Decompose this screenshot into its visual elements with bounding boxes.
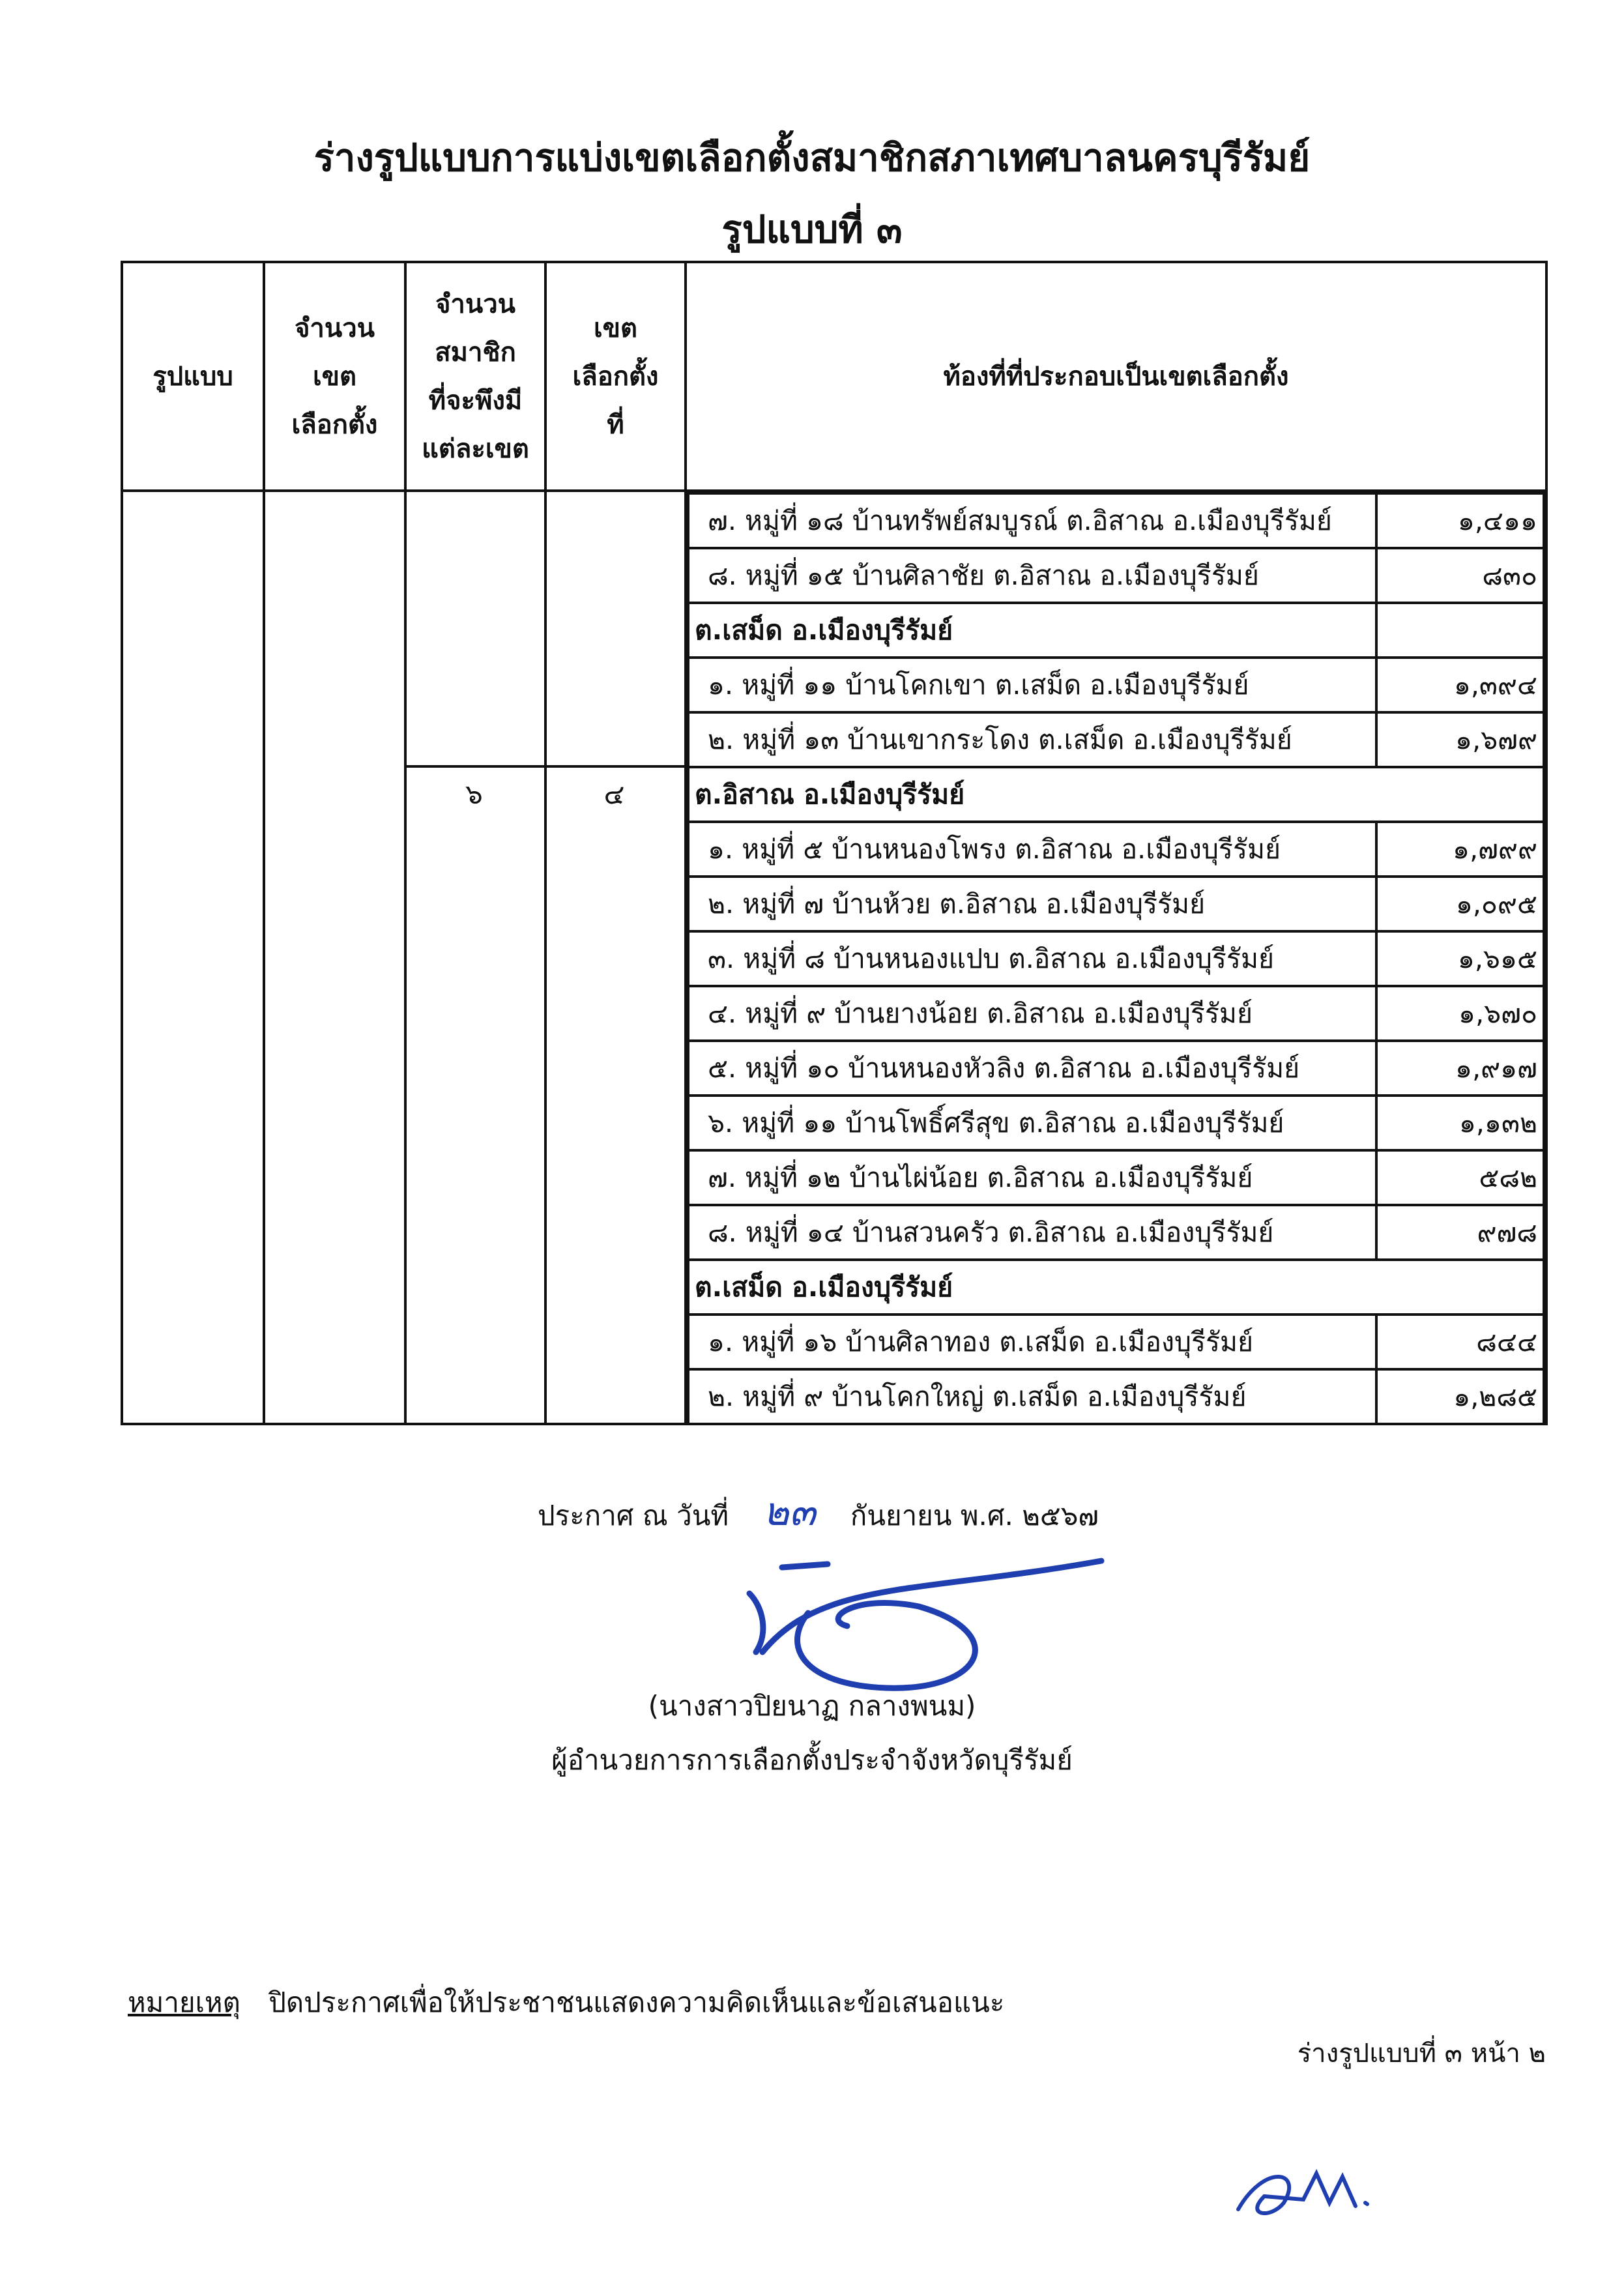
header-line: เลือกตั้ง	[572, 361, 659, 392]
subdistrict-row	[688, 767, 1544, 822]
district-count-cell	[264, 491, 405, 1424]
subdistrict-heading: ต.อิสาณ อ.เมืองบุรีรัมย์	[688, 767, 1544, 822]
pattern-cell	[122, 491, 264, 1424]
signer-name: (นางสาวปิยนาฏ กลางพนม)	[648, 1690, 976, 1722]
document-title: ร่างรูปแบบการแบ่งเขตเลือกตั้งสมาชิกสภาเทศบาลนครบุรีรัมย์	[313, 136, 1311, 180]
population-value: ๙๗๘	[1376, 1205, 1544, 1260]
population-value: ๕๘๒	[1376, 1150, 1544, 1205]
population-value: ๑,๔๑๑	[1376, 493, 1544, 548]
area-name: ๘. หมู่ที่ ๑๕ บ้านศิลาชัย ต.อิสาณ อ.เมืองบุรีรัมย์	[688, 548, 1376, 603]
header-areas: ท้องที่ที่ประกอบเป็นเขตเลือกตั้ง	[686, 262, 1546, 491]
page-label: ร่างรูปแบบที่ ๓ หน้า ๒	[1297, 2039, 1546, 2069]
area-row	[688, 877, 1544, 931]
header-line: จำนวน	[435, 289, 516, 319]
area-row	[688, 931, 1544, 986]
header-pattern: รูปแบบ	[122, 262, 264, 491]
area-name: ๕. หมู่ที่ ๑๐ บ้านหนองหัวลิง ต.อิสาณ อ.เมืองบุรีรัมย์	[688, 1041, 1376, 1096]
announcement-prefix: ประกาศ ณ วันที่	[538, 1500, 729, 1532]
population-value: ๑,๖๗๐	[1376, 986, 1544, 1041]
header-line: เลือกตั้ง	[291, 409, 378, 440]
footnote-label: หมายเหตุ	[128, 1986, 240, 2018]
area-name: ๑. หมู่ที่ ๑๖ บ้านศิลาทอง ต.เสม็ด อ.เมืองบุรีรัมย์	[688, 1315, 1376, 1369]
header-members-per-district	[405, 262, 545, 491]
header-line: แต่ละเขต	[422, 433, 529, 464]
header-district-number	[545, 262, 686, 491]
subdistrict-row	[688, 603, 1544, 658]
area-name: ๑. หมู่ที่ ๑๑ บ้านโคกเขา ต.เสม็ด อ.เมืองบุรีรัมย์	[688, 658, 1376, 712]
district-number-cell	[545, 491, 686, 1424]
area-name: ๗. หมู่ที่ ๑๘ บ้านทรัพย์สมบูรณ์ ต.อิสาณ อ.เมืองบุรีรัมย์	[688, 493, 1376, 548]
population-value: ๑,๖๗๙	[1376, 712, 1544, 767]
table-header-row	[122, 262, 1546, 491]
announcement-line	[538, 1481, 1099, 1543]
header-line: เขต	[313, 361, 356, 392]
population-value: ๘๔๔	[1376, 1315, 1544, 1369]
population-value: ๑,๙๑๗	[1376, 1041, 1544, 1096]
area-row	[688, 658, 1544, 712]
announcement-suffix: กันยายน พ.ศ. ๒๕๖๗	[850, 1500, 1099, 1532]
subdistrict-heading: ต.เสม็ด อ.เมืองบุรีรัมย์	[688, 1260, 1544, 1315]
subdistrict-row	[688, 1260, 1544, 1315]
area-row	[688, 1150, 1544, 1205]
area-name: ๒. หมู่ที่ ๗ บ้านห้วย ต.อิสาณ อ.เมืองบุรีรัมย์	[688, 877, 1376, 931]
area-row	[688, 1041, 1544, 1096]
area-row	[688, 548, 1544, 603]
area-name: ๑. หมู่ที่ ๕ บ้านหนองโพรง ต.อิสาณ อ.เมืองบุรีรัมย์	[688, 822, 1376, 877]
signature-image	[723, 1554, 1114, 1698]
area-name: ๓. หมู่ที่ ๘ บ้านหนองแปบ ต.อิสาณ อ.เมืองบุรีรัมย์	[688, 931, 1376, 986]
signer-position: ผู้อำนวยการการเลือกตั้งประจำจังหวัดบุรีรัมย์	[551, 1744, 1073, 1776]
population-value: ๑,๒๘๕	[1376, 1369, 1544, 1423]
area-name: ๒. หมู่ที่ ๑๓ บ้านเขากระโดง ต.เสม็ด อ.เมืองบุรีรัมย์	[688, 712, 1376, 767]
header-line: ที่	[607, 409, 624, 440]
header-line: เขต	[594, 313, 637, 343]
area-name: ๒. หมู่ที่ ๙ บ้านโคกใหญ่ ต.เสม็ด อ.เมืองบุรีรัมย์	[688, 1369, 1376, 1423]
districts-table	[121, 261, 1548, 1425]
population-value: ๑,๐๙๕	[1376, 877, 1544, 931]
area-row	[688, 822, 1544, 877]
footnote-text: ปิดประกาศเพื่อให้ประชาชนแสดงความคิดเห็นและข้อเสนอแนะ	[268, 1986, 1005, 2018]
population-value: ๑,๓๙๔	[1376, 658, 1544, 712]
document-subtitle: รูปแบบที่ ๓	[721, 207, 903, 252]
population-value	[1376, 603, 1544, 658]
announcement-day: ๒๓	[763, 1489, 816, 1535]
header-line: ที่จะพึงมี	[428, 385, 523, 416]
area-name: ๘. หมู่ที่ ๑๔ บ้านสวนครัว ต.อิสาณ อ.เมืองบุรีรัมย์	[688, 1205, 1376, 1260]
area-row	[688, 1096, 1544, 1150]
area-name: ๔. หมู่ที่ ๙ บ้านยางน้อย ต.อิสาณ อ.เมืองบุรีรัมย์	[688, 986, 1376, 1041]
area-row	[688, 1205, 1544, 1260]
area-row	[688, 1369, 1544, 1423]
header-district-count	[264, 262, 405, 491]
areas-cell	[686, 491, 1546, 1424]
district-4-number: ๔	[603, 778, 625, 810]
areas-list	[687, 492, 1545, 1423]
header-line: สมาชิก	[435, 337, 516, 368]
population-value: ๘๓๐	[1376, 548, 1544, 603]
members-cell	[405, 491, 545, 1424]
area-row	[688, 1315, 1544, 1369]
area-row	[688, 493, 1544, 548]
area-name: ๖. หมู่ที่ ๑๑ บ้านโพธิ์ศรีสุข ต.อิสาณ อ.เมืองบุรีรัมย์	[688, 1096, 1376, 1150]
subdistrict-heading: ต.เสม็ด อ.เมืองบุรีรัมย์	[688, 603, 1376, 658]
district-4-members: ๖	[465, 778, 483, 810]
population-value: ๑,๗๙๙	[1376, 822, 1544, 877]
area-row	[688, 986, 1544, 1041]
population-value: ๑,๖๑๕	[1376, 931, 1544, 986]
header-line: จำนวน	[294, 313, 375, 343]
population-value: ๑,๑๓๒	[1376, 1096, 1544, 1150]
initials-mark	[1225, 2151, 1395, 2229]
area-row	[688, 712, 1544, 767]
table-body-row	[122, 491, 1546, 1424]
footnote	[128, 1981, 1004, 2024]
area-name: ๗. หมู่ที่ ๑๒ บ้านไผ่น้อย ต.อิสาณ อ.เมืองบุรีรัมย์	[688, 1150, 1376, 1205]
